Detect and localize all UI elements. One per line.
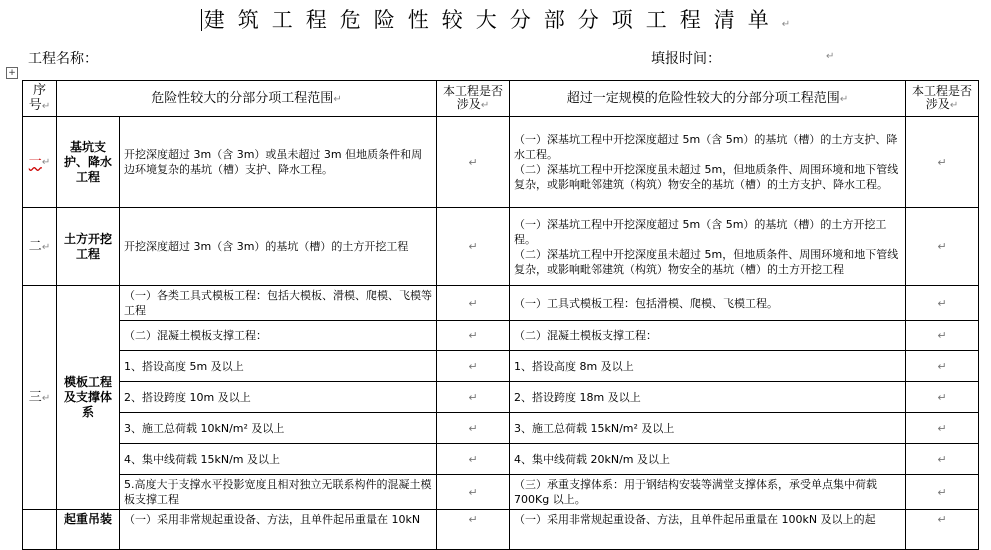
row-seq <box>23 510 57 550</box>
involved-large-cell[interactable]: ↵ <box>906 444 979 475</box>
involved-cell[interactable]: ↵ <box>437 117 510 208</box>
row-scope: 4、集中线荷载 15kN/m 及以上 <box>120 444 437 475</box>
row-scope-large: （一）工具式模板工程：包括滑模、爬模、飞模工程。 <box>510 286 906 321</box>
row-scope-large: 3、施工总荷载 15kN/m² 及以上 <box>510 413 906 444</box>
header-scope: 危险性较大的分部分项工程范围↵ <box>57 81 437 117</box>
involved-large-cell[interactable]: ↵ <box>906 208 979 286</box>
involved-cell[interactable]: ↵ <box>437 382 510 413</box>
row-scope-large: 2、搭设跨度 18m 及以上 <box>510 382 906 413</box>
header-seq: 序号↵ <box>23 81 57 117</box>
header-scope-large: 超过一定规模的危险性较大的分部分项工程范围↵ <box>510 81 906 117</box>
row-category: 基坑支护、降水工程 <box>57 117 120 208</box>
row-category: 模板工程及支撑体系 <box>57 286 120 510</box>
row-seq: 一↵ <box>23 117 57 208</box>
project-name-label: 工程名称： <box>28 51 98 67</box>
row-scope: 5.高度大于支撑水平投影宽度且相对独立无联系构件的混凝土模板支撑工程 <box>120 475 437 510</box>
involved-large-cell[interactable]: ↵ <box>906 382 979 413</box>
document-title <box>0 4 991 34</box>
table-row <box>23 208 979 286</box>
row-scope: 1、搭设高度 5m 及以上 <box>120 351 437 382</box>
row-scope: （一）采用非常规起重设备、方法，且单件起吊重量在 10kN <box>120 510 437 550</box>
row-scope: （二）混凝土模板支撑工程： <box>120 321 437 351</box>
row-seq: 三↵ <box>23 286 57 510</box>
table-row <box>23 286 979 321</box>
header-involved: 本工程是否涉及↵ <box>437 81 510 117</box>
paragraph-mark-icon: ↵ <box>826 51 835 62</box>
row-scope-large: 1、搭设高度 8m 及以上 <box>510 351 906 382</box>
row-scope: 开挖深度超过 3m（含 3m）或虽未超过 3m 但地质条件和周边环境复杂的基坑（槽）支护、降水工程。 <box>120 117 437 208</box>
involved-cell[interactable]: ↵ <box>437 510 510 550</box>
table-row <box>23 321 979 351</box>
table-move-handle-icon[interactable]: + <box>6 67 18 79</box>
title-text: 建筑工程危险性较大分部分项工程清单 <box>203 8 782 32</box>
involved-cell[interactable]: ↵ <box>437 286 510 321</box>
row-scope: 开挖深度超过 3m（含 3m）的基坑（槽）的土方开挖工程 <box>120 208 437 286</box>
table-header-row <box>23 81 979 117</box>
row-scope: （一）各类工具式模板工程：包括大模板、滑模、爬模、飞模等工程 <box>120 286 437 321</box>
table-row <box>23 382 979 413</box>
row-category: 土方开挖工程 <box>57 208 120 286</box>
involved-cell[interactable]: ↵ <box>437 413 510 444</box>
involved-cell[interactable]: ↵ <box>437 475 510 510</box>
involved-large-cell[interactable]: ↵ <box>906 413 979 444</box>
row-scope-large: （三）承重支撑体系：用于钢结构安装等满堂支撑体系，承受单点集中荷载 700Kg 以上。 <box>510 475 906 510</box>
involved-cell[interactable]: ↵ <box>437 444 510 475</box>
row-scope: 3、施工总荷载 10kN/m² 及以上 <box>120 413 437 444</box>
involved-large-cell[interactable]: ↵ <box>906 286 979 321</box>
row-scope-large: （二）混凝土模板支撑工程： <box>510 321 906 351</box>
row-category: 起重吊装 <box>57 510 120 550</box>
table-row <box>23 444 979 475</box>
table-row <box>23 413 979 444</box>
header-involved-large: 本工程是否涉及↵ <box>906 81 979 117</box>
row-scope-large: （一）采用非常规起重设备、方法，且单件起吊重量在 100kN 及以上的起 <box>510 510 906 550</box>
fill-time-label: 填报时间： <box>651 51 721 67</box>
involved-large-cell[interactable]: ↵ <box>906 510 979 550</box>
involved-cell[interactable]: ↵ <box>437 321 510 351</box>
row-scope: 2、搭设跨度 10m 及以上 <box>120 382 437 413</box>
table-row <box>23 475 979 510</box>
row-scope-large: （一）深基坑工程中开挖深度超过 5m（含 5m）的基坑（槽）的土方开挖工程。 （二）深基坑工程中开挖深度虽未超过 5m，但地质条件、周围环境和地下管线复杂，或影响毗邻建筑（构筑）物安全的基坑（槽）的土方开挖工程 <box>510 208 906 286</box>
involved-cell[interactable]: ↵ <box>437 351 510 382</box>
row-scope-large: 4、集中线荷载 20kN/m 及以上 <box>510 444 906 475</box>
table-row <box>23 351 979 382</box>
row-seq: 二↵ <box>23 208 57 286</box>
involved-large-cell[interactable]: ↵ <box>906 475 979 510</box>
involved-large-cell[interactable]: ↵ <box>906 117 979 208</box>
involved-cell[interactable]: ↵ <box>437 208 510 286</box>
involved-large-cell[interactable]: ↵ <box>906 351 979 382</box>
involved-large-cell[interactable]: ↵ <box>906 321 979 351</box>
paragraph-mark-icon: ↵ <box>781 19 791 30</box>
table-row <box>23 510 979 550</box>
hazard-table <box>22 80 979 550</box>
text-cursor <box>201 9 202 31</box>
row-scope-large: （一）深基坑工程中开挖深度超过 5m（含 5m）的基坑（槽）的土方支护、降水工程。 （二）深基坑工程中开挖深度虽未超过 5m，但地质条件、周围环境和地下管线复杂，或影响毗邻建筑（构筑）物安全的基坑（槽）的土方支护、降水工程。 <box>510 117 906 208</box>
table-row <box>23 117 979 208</box>
